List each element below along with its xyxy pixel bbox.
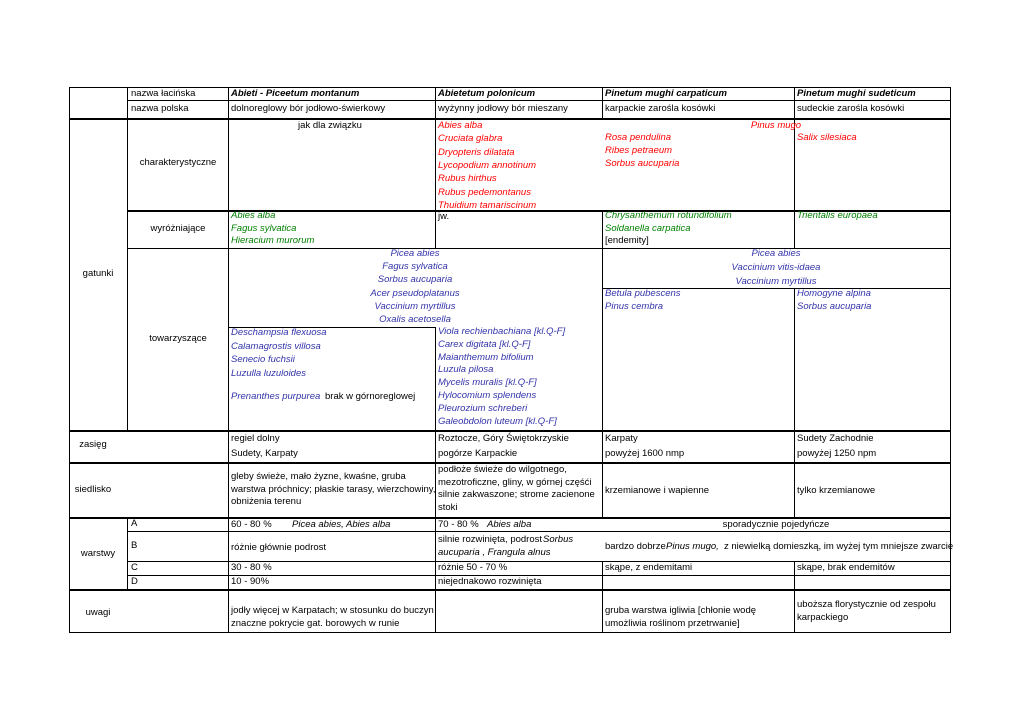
species-accompanying: Pleurozium schreberi	[438, 402, 528, 414]
layer-species: Abies alba	[487, 519, 532, 530]
association-latin-name: Pinetum mughi sudeticum	[797, 88, 916, 99]
layer-cover: silnie rozwinięta, podrost	[438, 534, 543, 545]
species-accompanying: Deschampsia flexuosa	[231, 327, 327, 338]
species-characteristic: Abies alba	[438, 120, 483, 131]
layer-cover: 10 - 90%	[231, 576, 270, 587]
label-polish-name: nazwa polska	[131, 103, 189, 114]
habitat-text: stoki	[438, 501, 458, 513]
col0-divider-warstwy	[127, 517, 128, 589]
sublabel-charakterystyczne: charakterystyczne	[139, 157, 217, 168]
layer-cover: niejednakowo rozwinięta	[438, 576, 542, 587]
species-characteristic: Ribes petraeum	[605, 145, 673, 156]
species-accompanying: Pinus cembra	[605, 300, 664, 312]
range-text: Karpaty	[605, 433, 638, 444]
layer-species: Sorbus	[543, 534, 574, 545]
layer-key: B	[131, 540, 138, 551]
species-accompanying: Vaccinium myrtillus	[374, 300, 456, 312]
species-characteristic: Rubus pedemontanus	[438, 186, 531, 198]
layer-cover: z niewielką domieszką, im wyżej tym mniejsze zwarcie	[724, 541, 954, 552]
layer-cover: różnie 50 - 70 %	[438, 562, 508, 573]
species-accompanying: Betula pubescens	[605, 288, 681, 299]
col3-divider-header	[602, 87, 603, 118]
habitat-text: warstwa próchnicy; płaskie tarasy, wierzchowiny,	[231, 483, 436, 495]
col4-divider-bottom	[794, 561, 795, 633]
habitat-text: gleby świeże, mało żyzne, kwaśne, gruba	[231, 471, 406, 482]
range-text: Roztocze, Góry Świętokrzyskie	[438, 433, 569, 444]
layer-key: C	[131, 562, 138, 573]
range-text: Sudety Zachodnie	[797, 433, 874, 444]
habitat-text: krzemianowe i wapienne	[605, 485, 710, 496]
species-accompanying: Fagus sylvatica	[382, 261, 448, 273]
remark-text: umożliwia roślinom przetrwanie]	[605, 618, 740, 629]
header-divider	[127, 100, 950, 101]
section-label-siedlisko: siedlisko	[74, 484, 112, 495]
habitat-text: mezotroficzne, gliny, w górnej częśći	[438, 476, 592, 488]
species-accompanying: Vaccinium vitis-idaea	[731, 262, 821, 273]
species-characteristic: Thuidium tamariscinum	[438, 199, 537, 211]
habitat-text: tylko krzemianowe	[797, 485, 876, 496]
association-latin-name: Abieti - Piceetum montanum	[231, 88, 360, 99]
species-characteristic: Dryopteris dilatata	[438, 146, 515, 158]
habitat-text: podłoże świeże do wilgotnego,	[438, 464, 567, 475]
species-differential: Trientalis europaea	[797, 210, 878, 221]
species-characteristic: Pinus mugo	[750, 120, 802, 131]
range-text: regiel dolny	[231, 433, 280, 444]
layer-cover: różnie głównie podrost	[231, 542, 327, 553]
species-differential: Soldanella carpatica	[605, 222, 691, 234]
col3-divider-mid	[602, 210, 603, 517]
sublabel-towarzyszace: towarzyszące	[149, 333, 207, 344]
habitat-text: silnie zakwaszone; strome zacienone	[438, 489, 595, 500]
layer-species: aucuparia , Frangula alnus	[438, 547, 551, 558]
section-label-warstwy: warstwy	[80, 548, 116, 559]
cell-note: brak w górnoreglowej	[325, 391, 416, 402]
layer-cover: skąpe, brak endemitów	[797, 562, 895, 573]
col2-divider-bottom	[435, 327, 436, 633]
habitat-text: obniżenia terenu	[231, 496, 302, 507]
species-accompanying: Oxalis acetosella	[379, 314, 451, 325]
species-differential: Fagus sylvatica	[231, 222, 297, 234]
species-accompanying: Sorbus aucuparia	[797, 300, 872, 312]
species-accompanying: Vaccinium myrtillus	[735, 276, 817, 287]
remark-text: uboższa florystycznie od zespołu	[797, 599, 936, 610]
endemic-note: [endemity]	[605, 235, 649, 246]
row-divider-wyr	[127, 248, 950, 249]
species-accompanying: Homogyne alpina	[797, 288, 871, 299]
col2-divider-top	[435, 87, 436, 248]
section-label-uwagi: uwagi	[85, 607, 111, 618]
layer-cover: bardzo dobrze	[605, 541, 666, 552]
cell-text: jak dla związku	[298, 120, 362, 131]
col3-divider-bottom	[602, 561, 603, 633]
col4-divider-mid	[794, 288, 795, 517]
label-latin-name: nazwa łacińska	[131, 88, 196, 99]
species-differential: Chrysanthemum rotundifolium	[605, 210, 732, 221]
layer-species: Picea abies, Abies alba	[292, 519, 391, 530]
col0-divider-header	[127, 87, 128, 118]
col4-divider-header	[794, 87, 795, 118]
sublabel-wyrozniajace: wyróżniające	[150, 223, 206, 234]
species-accompanying: Carex digitata [kl.Q-F]	[438, 338, 531, 350]
section-label-gatunki: gatunki	[82, 268, 114, 279]
range-text: Sudety, Karpaty	[231, 448, 298, 459]
table-bottom-border	[69, 632, 950, 633]
association-polish-name: wyżynny jodłowy bór mieszany	[438, 103, 568, 114]
range-text: powyżej 1600 nmp	[605, 448, 685, 459]
row-divider-A	[127, 531, 950, 532]
remark-text: karpackiego	[797, 612, 849, 623]
association-latin-name: Abietetum polonicum	[438, 88, 536, 99]
layer-cover: skąpe, z endemitami	[605, 562, 693, 573]
species-accompanying: Calamagrostis villosa	[231, 340, 321, 352]
remark-text: gruba warstwa igliwia [chłonie wodę	[605, 605, 757, 616]
species-accompanying: Viola rechienbachiana [kl.Q-F]	[438, 326, 566, 337]
association-polish-name: sudeckie zarośla kosówki	[797, 103, 905, 114]
section-label-zasieg: zasięg	[79, 439, 107, 450]
layer-cover: 60 - 80 %	[231, 519, 272, 530]
association-latin-name: Pinetum mughi carpaticum	[605, 88, 727, 99]
col1-divider	[228, 87, 229, 633]
col0-divider-gatunki	[127, 118, 128, 430]
species-accompanying: Picea abies	[751, 248, 801, 259]
species-accompanying: Prenanthes purpurea	[231, 391, 321, 402]
header-bottom-border	[69, 118, 950, 120]
species-accompanying: Acer pseudoplatanus	[370, 287, 460, 299]
species-accompanying: Luzula pilosa	[438, 364, 494, 376]
species-accompanying: Luzulla luzuloides	[231, 367, 306, 379]
species-characteristic: Rubus hirthus	[438, 173, 497, 185]
species-accompanying: Picea abies	[390, 248, 440, 259]
left-border	[69, 87, 70, 633]
species-characteristic: Salix silesiaca	[797, 132, 857, 143]
species-characteristic: Rosa pendulina	[605, 132, 672, 143]
row-divider-warstwy	[69, 589, 950, 591]
species-accompanying: Mycelis muralis [kl.Q-F]	[438, 377, 537, 389]
species-characteristic: Lycopodium annotinum	[438, 159, 537, 171]
species-accompanying: Sorbus aucuparia	[377, 274, 453, 286]
layer-key: D	[131, 576, 138, 587]
species-characteristic: Sorbus aucuparia	[605, 158, 680, 169]
species-differential: Hieracium murorum	[231, 235, 315, 246]
layer-cover: 70 - 80 %	[438, 519, 479, 530]
layer-key: A	[131, 518, 138, 529]
species-accompanying: Maianthemum bifolium	[438, 351, 534, 363]
species-accompanying: Hylocomium splendens	[438, 390, 537, 401]
layer-cover: sporadycznie pojedyńcze	[722, 519, 830, 530]
row-divider-gatunki	[69, 430, 950, 432]
cell-text: jw.	[438, 211, 450, 222]
remark-text: znaczne pokrycie gat. borowych w runie	[231, 618, 400, 629]
species-differential: Abies alba	[231, 210, 276, 221]
species-accompanying: Senecio fuchsii	[231, 354, 295, 365]
species-accompanying: Galeobdolon luteum [kl.Q-F]	[438, 415, 557, 427]
layer-species: Pinus mugo,	[666, 541, 719, 552]
association-polish-name: dolnoreglowy bór jodłowo-świerkowy	[231, 103, 386, 114]
layer-cover: 30 - 80 %	[231, 562, 272, 573]
range-text: powyżej 1250 npm	[797, 448, 877, 459]
col4-divider-wyr	[794, 210, 795, 248]
remark-text: jodły więcej w Karpatach; w stosunku do buczyn	[231, 605, 434, 616]
association-polish-name: karpackie zarośla kosówki	[605, 103, 716, 114]
species-characteristic: Cruciata glabra	[438, 133, 503, 145]
range-text: pogórze Karpackie	[438, 448, 518, 459]
